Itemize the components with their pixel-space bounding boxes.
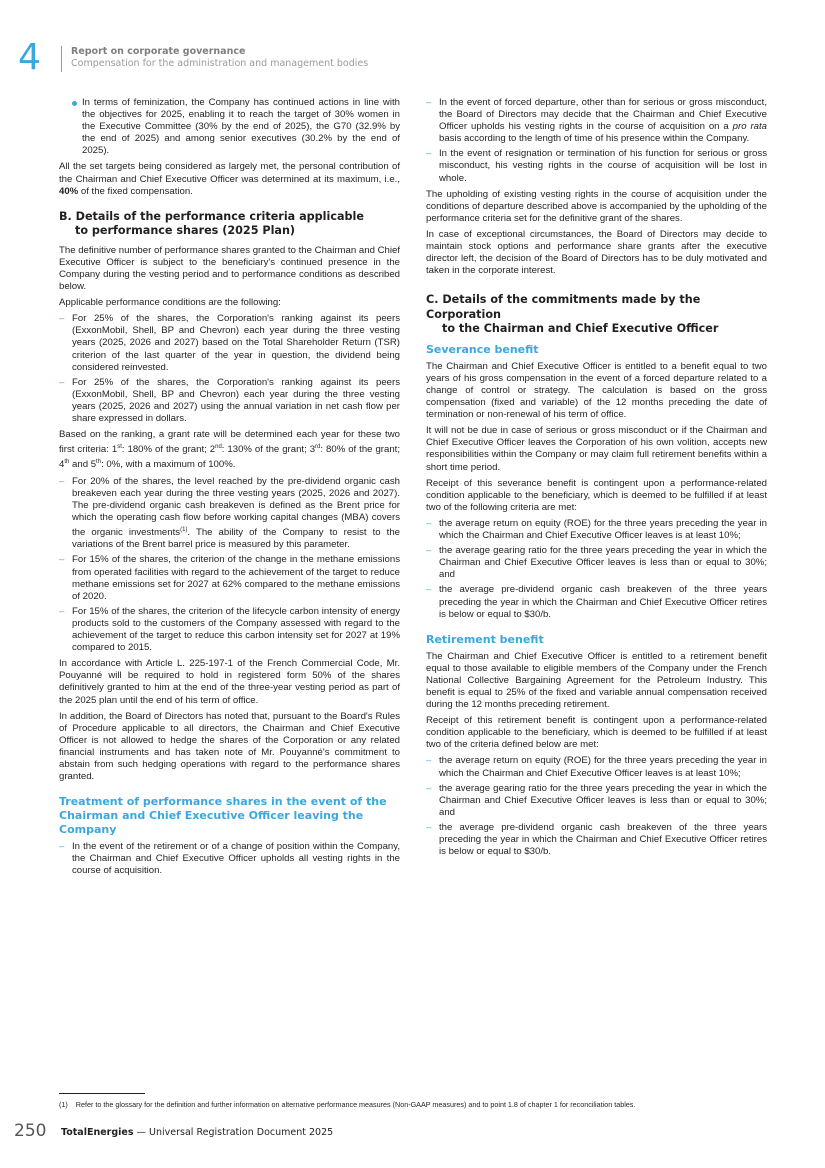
section-heading-c: C. Details of the commitments made by the Corporation to the Chairman and Chief Executive Officer (426, 293, 719, 336)
list-item: – the average pre-dividend organic cash breakeven of the three years preceding the year in which the Chairman and Chief Executive Officer retires is below or equal to $30/b. (426, 584, 767, 620)
treatment-list (59, 841, 400, 877)
list-item: – For 15% of the shares, the criterion of the change in the methane emissions from operated facilities with regard to the achievement of the target to reduce methane emissions set for 2027 at 62% compared to the methane emissions of 2020. (59, 554, 400, 602)
page-number: 250 (14, 1121, 47, 1141)
list-item: – For 15% of the shares, the criterion of the lifecycle carbon intensity of energy products sold to the customers of the Company assessed with regard to the achievement of the target to reduce this carbon intensity set for 2027 at 19% compared to 2015. (59, 606, 400, 654)
right-column (426, 97, 767, 862)
footnote-number: (1) (59, 1100, 68, 1109)
list-item: – the average return on equity (ROE) for the three years preceding the year in which the Chairman and Chief Executive Officer leaves is at least 10%; (426, 755, 767, 779)
list-item: – the average return on equity (ROE) for the three years preceding the year in which the Chairman and Chief Executive Officer leaves is at least 10%; (426, 518, 767, 542)
paragraph: Receipt of this severance benefit is contingent upon a performance-related condition applicable to the beneficiary, which is deemed to be fulfilled if at least two of the following criteria are met: (426, 477, 767, 513)
left-column (59, 97, 400, 881)
footnote-ref[interactable]: (1) (180, 527, 188, 534)
brand-name: TotalEnergies (61, 1127, 134, 1138)
footer-document-title: TotalEnergies — Universal Registration Document 2025 (61, 1127, 334, 1138)
paragraph: In case of exceptional circumstances, the Board of Directors may decide to maintain stock options and performance share grants after the executive director left, the decision of the Board of Directors has to be duly motivated and taken in the corporate interest. (426, 228, 767, 277)
footnote-text: Refer to the glossary for the definition and further information on alternative performance measures (Non-GAAP measures) and to point 1.8 of chapter 1 for reconciliation tables. (75, 1100, 636, 1109)
list-item: – In the event of forced departure, other than for serious or gross misconduct, the Board of Directors may decide that the Chairman and Chief Executive Officer upholds his vesting rights in the course of acquisition on a pro rata basis according to the length of time of his presence within the Company. (426, 97, 767, 145)
paragraph: It will not be due in case of serious or gross misconduct or if the Chairman and Chief Executive Officer leaves the Corporation of his own volition, accepts new responsibilities within the Company or may claim full retirement benefits within a short time period. (426, 425, 767, 473)
subheading-retirement: Retirement benefit (426, 632, 544, 646)
footnote (59, 1100, 779, 1110)
list-item: – the average gearing ratio for the three years preceding the year in which the Chairman and Chief Executive Officer leaves is less than or equal to 30%; and (426, 545, 767, 581)
criteria-list (59, 476, 400, 655)
severance-criteria-list (426, 518, 767, 621)
paragraph: Receipt of this retirement benefit is contingent upon a performance-related condition applicable to the beneficiary, which is deemed to be fulfilled if at least two of the criteria defined below are met: (426, 715, 767, 751)
list-item: – For 25% of the shares, the Corporation's ranking against its peers (ExxonMobil, Shell, BP and Chevron) each year during the three vesting years (2025, 2026 and 2027) using the annual variation in net cash flow per share expressed in dollars. (59, 377, 400, 425)
paragraph: The upholding of existing vesting rights in the course of acquisition under the conditions of departure described above is accompanied by the upholding of the performance criteria set for the definitive grant of the shares. (426, 188, 767, 224)
list-item: – the average gearing ratio for the three years preceding the year in which the Chairman and Chief Executive Officer leaves is less than or equal to 30%; and (426, 783, 767, 819)
header-divider (61, 46, 62, 72)
treatment-list (426, 97, 767, 185)
list-item: In terms of feminization, the Company has continued actions in line with the objectives for 2025, enabling it to reach the target of 30% women in the Executive Committee (30% by the end of 2025), the G70 (32.9% by the end of 2025) and among senior executives (30.2% by the end of 2025). (59, 97, 400, 157)
section-heading-b: B. Details of the performance criteria applicable to performance shares (2025 Plan) (59, 209, 364, 238)
list-item: – In the event of the retirement or of a change of position within the Company, the Chairman and Chief Executive Officer upholds all vesting rights in the course of acquisition. (59, 841, 400, 877)
chapter-number: 4 (18, 37, 41, 78)
list-item: – For 20% of the shares, the level reached by the pre-dividend organic cash breakeven each year during the three vesting years (2025, 2026 and 2027). The pre-dividend organic cash breakeven is defined as the Brent price for which the operating cash flow before working capital changes (MBA) covers the organic investments$^{(1)}$. The ability of the Company to resist to the variations of the Brent barrel price is measured by this parameter. (59, 476, 400, 552)
subheading-severance: Severance benefit (426, 342, 539, 356)
list-item: – the average pre-dividend organic cash breakeven of the three years preceding the year in which the Chairman and Chief Executive Officer retires is below or equal to $30/b. (426, 822, 767, 858)
paragraph: Based on the ranking, a grant rate will be determined each year for these two first criteria: 1st: 180% of the grant; 2nd: 130% of the grant; 3rd: 80% of the grant; 4th and 5th: 0%, with a maximum of 100%. (59, 429, 400, 471)
retirement-criteria-list (426, 755, 767, 858)
list-item: – For 25% of the shares, the Corporation's ranking against its peers (ExxonMobil, Shell, BP and Chevron) each year during the three vesting years (2025, 2026 and 2027) based on the Total Shareholder Return (TSR) criterion of the last quarter of the year in question, the dividend being considered reinvested. (59, 313, 400, 373)
criteria-list (59, 313, 400, 425)
feminization-list (59, 97, 400, 157)
paragraph: In addition, the Board of Directors has noted that, pursuant to the Board's Rules of Procedure applicable to all directors, the Chairman and Chief Executive Officer is not allowed to hedge the shares of the Corporation or any related financial instruments and has taken note of Mr. Pouyanné's commitment to abstain from such hedging operations with regard to the performance shares granted. (59, 710, 400, 783)
footnote-divider (59, 1093, 145, 1094)
paragraph: All the set targets being considered as largely met, the personal contribution of the Chairman and Chief Executive Officer was determined at its maximum, i.e., 40% of the fixed compensation. (59, 161, 400, 197)
header-subtitle: Compensation for the administration and management bodies (71, 58, 369, 69)
paragraph: Applicable performance conditions are the following: (59, 297, 281, 309)
list-item: – In the event of resignation or termination of his function for serious or gross misconduct, his vesting rights in the course of acquisition will be lost in whole. (426, 148, 767, 184)
paragraph: The Chairman and Chief Executive Officer is entitled to a retirement benefit equal to those available to eligible members of the Company under the French National Collective Bargaining Agreement for the Petroleum Industry. This benefit is equal to 25% of the fixed and variable annual compensation received during the 12 months preceding retirement. (426, 650, 767, 711)
subheading-treatment: Treatment of performance shares in the event of the Chairman and Chief Executive Officer leaving the Company (59, 795, 387, 837)
paragraph: The definitive number of performance shares granted to the Chairman and Chief Executive Officer is subject to the beneficiary's continued presence in the Company during the vesting period and to performance conditions as described below. (59, 244, 400, 293)
header-title: Report on corporate governance (71, 46, 246, 57)
paragraph: In accordance with Article L. 225-197-1 of the French Commercial Code, Mr. Pouyanné will be required to hold in registered form 50% of the shares definitively granted to him at the end of the three-year vesting period as part of the 2025 plan until the end of his term of office. (59, 658, 400, 706)
paragraph: The Chairman and Chief Executive Officer is entitled to a benefit equal to two years of his gross compensation in the event of a forced departure related to a change of control or strategy. The calculation is based on the gross compensation (fixed and variable) of the 12 months preceding the date of termination or non-renewal of his term of office. (426, 360, 767, 421)
